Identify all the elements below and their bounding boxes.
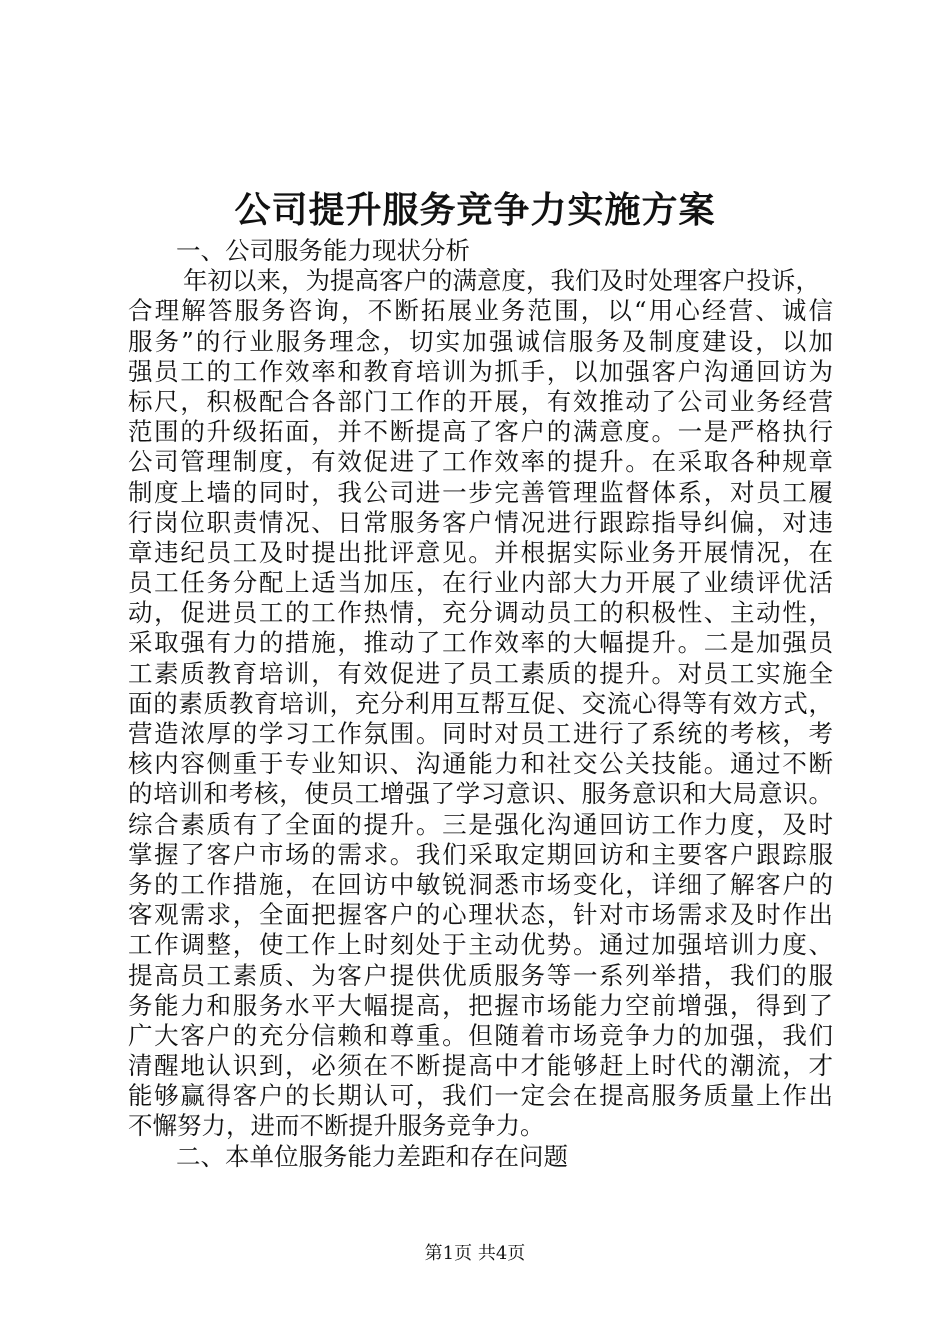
paragraph-line: 标尺，积极配合各部门工作的开展，有效推动了公司业务经营 [128,386,833,416]
section-heading-2: 二、本单位服务能力差距和存在问题 [176,1141,568,1171]
paragraph-line: 核内容侧重于专业知识、沟通能力和社交公关技能。通过不断 [128,749,833,779]
paragraph-1 [128,266,833,1141]
document-body [128,236,833,1172]
paragraph-line: 年初以来，为提高客户的满意度，我们及时处理客户投诉， [183,266,820,296]
paragraph-line: 客观需求，全面把握客户的心理状态，针对市场需求及时作出 [128,900,833,930]
paragraph-line: 的培训和考核，使员工增强了学习意识、服务意识和大局意识。 [128,779,833,809]
paragraph-line: 营造浓厚的学习工作氛围。同时对员工进行了系统的考核，考 [128,719,833,748]
paragraph-line: 能够赢得客户的长期认可，我们一定会在提高服务质量上作出 [128,1081,833,1111]
paragraph-line: 动，促进员工的工作热情，充分调动员工的积极性、主动性， [128,598,833,628]
paragraph-line: 行岗位职责情况、日常服务客户情况进行跟踪指导纠偏，对违 [128,507,833,537]
paragraph-line: 掌握了客户市场的需求。我们采取定期回访和主要客户跟踪服 [128,839,833,869]
paragraph-line: 务的工作措施，在回访中敏锐洞悉市场变化，详细了解客户的 [128,869,833,899]
paragraph-line: 务能力和服务水平大幅提高，把握市场能力空前增强，得到了 [128,990,833,1020]
section-heading-1: 一、公司服务能力现状分析 [176,236,470,265]
paragraph-line: 广大客户的充分信赖和尊重。但随着市场竞争力的加强，我们 [128,1020,833,1050]
page-footer: 第1页 共4页 [424,1243,526,1264]
paragraph-line: 服务”的行业服务理念，切实加强诚信服务及制度建设，以加 [128,326,833,356]
paragraph-line: 提高员工素质、为客户提供优质服务等一系列举措，我们的服 [128,960,833,990]
paragraph-line: 采取强有力的措施，推动了工作效率的大幅提升。二是加强员 [128,628,833,658]
document-title: 公司提升服务竞争力实施方案 [234,189,716,231]
paragraph-line: 员工任务分配上适当加压，在行业内部大力开展了业绩评优活 [128,568,833,598]
paragraph-line: 范围的升级拓面，并不断提高了客户的满意度。一是严格执行 [128,417,833,447]
paragraph-line: 章违纪员工及时提出批评意见。并根据实际业务开展情况，在 [128,537,833,567]
paragraph-line: 不懈努力，进而不断提升服务竞争力。 [128,1111,545,1141]
paragraph-line: 清醒地认识到，必须在不断提高中才能够赶上时代的潮流，才 [128,1051,833,1081]
paragraph-line: 合理解答服务咨询，不断拓展业务范围，以“用心经营、诚信 [128,296,833,326]
paragraph-line: 工素质教育培训，有效促进了员工素质的提升。对员工实施全 [128,658,833,688]
paragraph-line: 面的素质教育培训，充分利用互帮互促、交流心得等有效方式， [128,688,833,718]
paragraph-line: 制度上墙的同时，我公司进一步完善管理监督体系，对员工履 [128,477,833,507]
paragraph-line: 工作调整，使工作上时刻处于主动优势。通过加强培训力度、 [128,930,833,960]
paragraph-line: 综合素质有了全面的提升。三是强化沟通回访工作力度，及时 [128,809,833,839]
paragraph-line: 强员工的工作效率和教育培训为抓手，以加强客户沟通回访为 [128,356,833,386]
paragraph-line: 公司管理制度，有效促进了工作效率的提升。在采取各种规章 [128,447,833,477]
